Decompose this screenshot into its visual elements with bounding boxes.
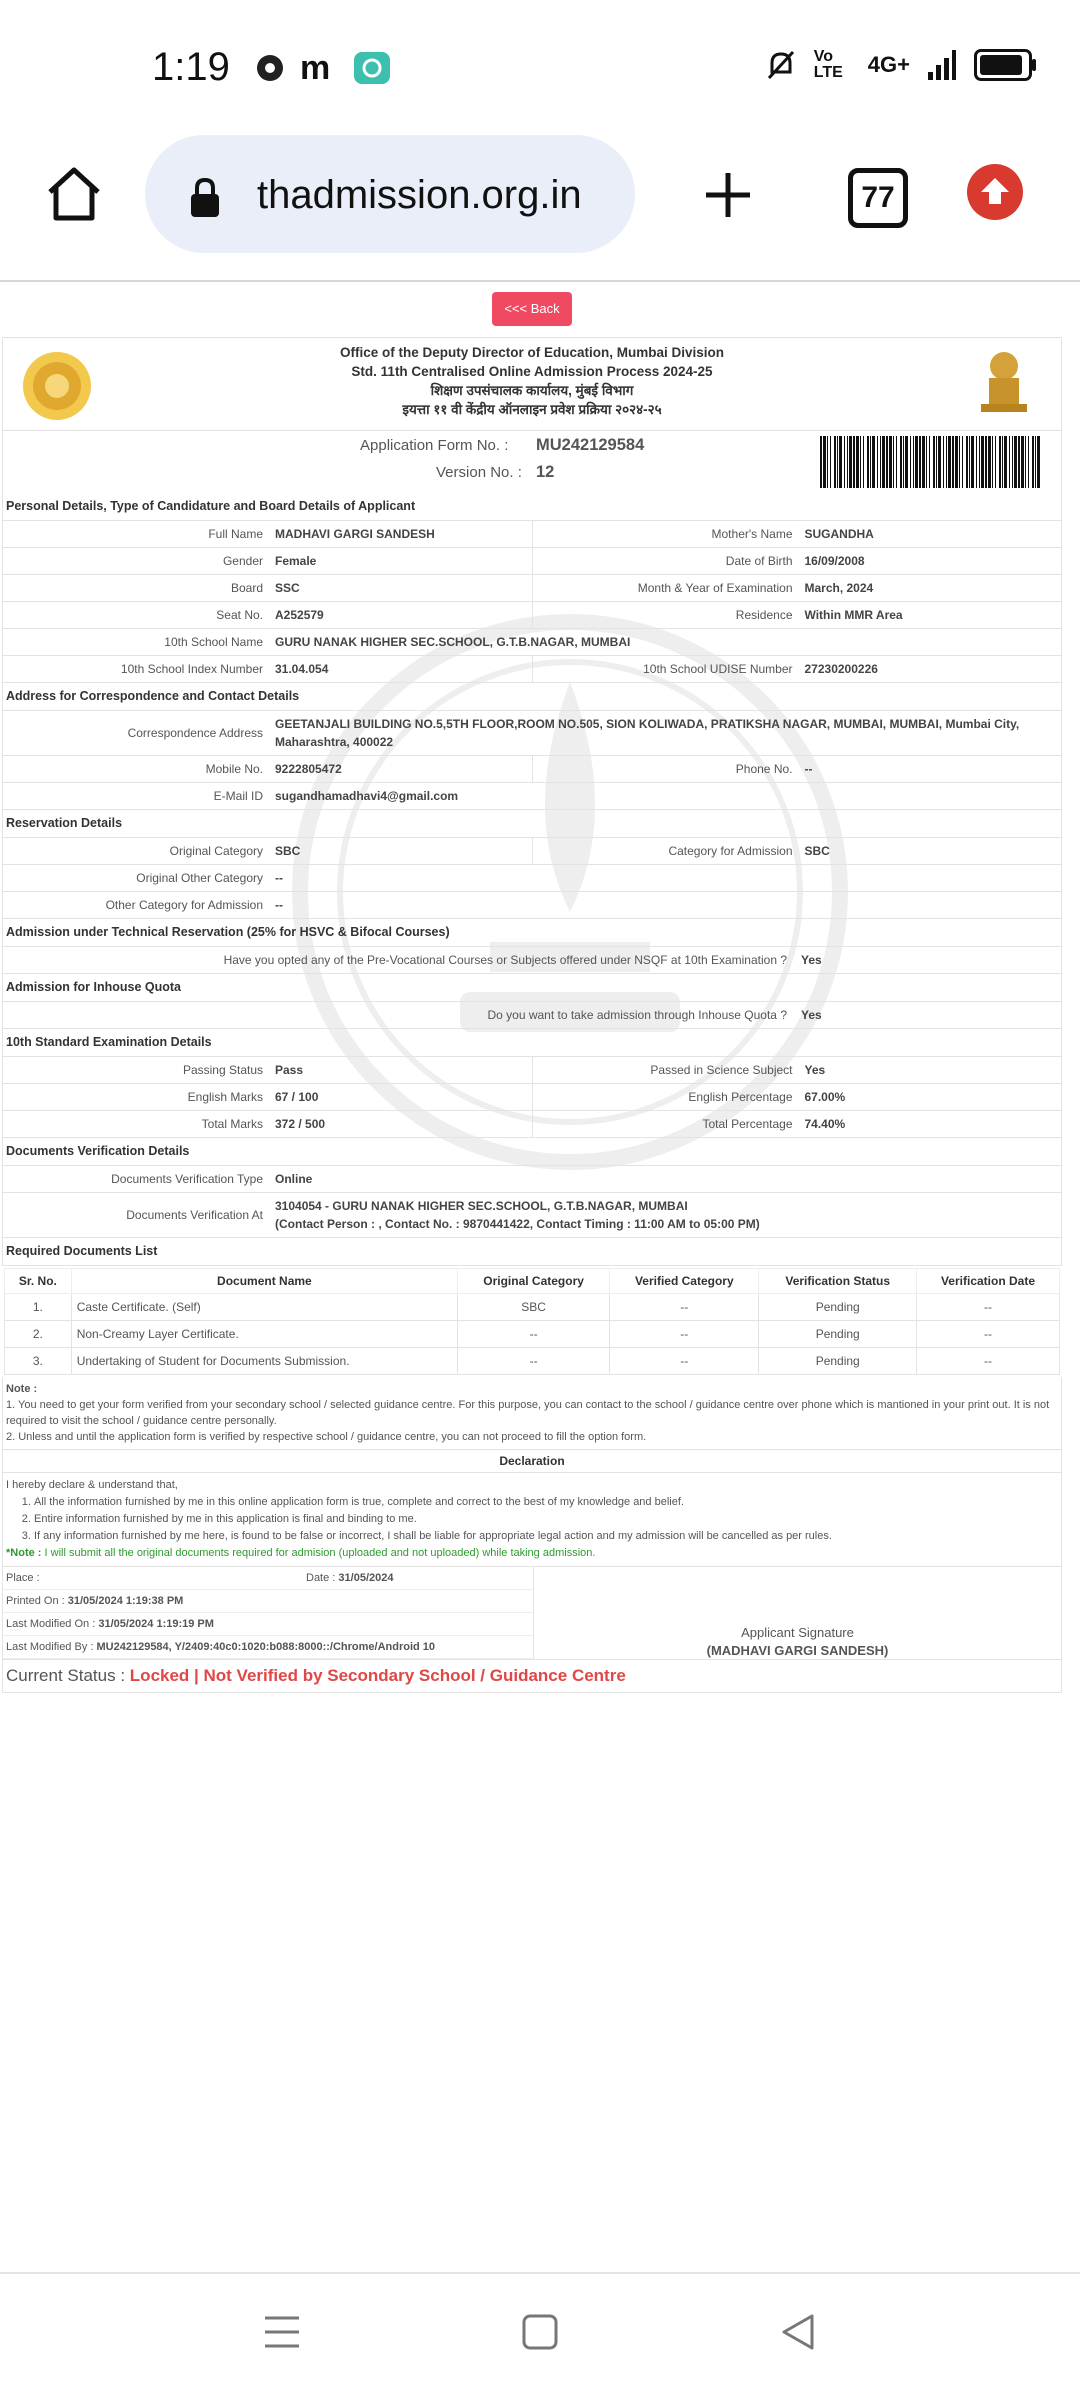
modified-on-row — [3, 1613, 533, 1636]
barcode-bar — [872, 436, 875, 488]
barcode-bar — [922, 436, 925, 488]
field-label: Documents Verification At — [126, 1208, 263, 1222]
header-lines — [3, 343, 1061, 419]
board: SSC — [275, 581, 300, 595]
volte-label: Vo LTE — [813, 48, 843, 81]
header-line: Office of the Deputy Director of Education, Mumbai Division — [339, 345, 725, 360]
declaration-block — [2, 1473, 1062, 1567]
table-row — [5, 1294, 1060, 1321]
table-cell: -- — [916, 1348, 1059, 1375]
barcode-bar — [979, 436, 980, 488]
svg-text:m: m — [300, 52, 331, 84]
table-cell: Pending — [759, 1294, 917, 1321]
field-label: Original Category — [169, 844, 263, 858]
barcode-bar — [837, 436, 838, 488]
total-percentage: 74.40% — [804, 1117, 846, 1131]
full-name: MADHAVI GARGI SANDESH — [275, 527, 435, 541]
field-label: Month & Year of Examination — [637, 581, 793, 595]
table-cell: -- — [458, 1321, 610, 1348]
school-index: 31.04.054 — [275, 662, 329, 676]
field-label: Full Name — [208, 527, 263, 541]
barcode-bar — [823, 436, 826, 488]
signature-block — [534, 1567, 1061, 1659]
barcode-bar — [992, 436, 993, 488]
declaration-intro: I hereby declare & understand that, — [6, 1479, 178, 1491]
m-app-icon — [298, 52, 338, 84]
application-form — [2, 337, 1062, 1693]
barcode-bar — [926, 436, 927, 488]
section-personal: Personal Details, Type of Candidature and Board Details of Applicant — [2, 493, 1062, 521]
version-label: Version No. : — [436, 464, 522, 481]
barcode-bar — [952, 436, 954, 488]
form-footer — [2, 1567, 1062, 1660]
field-label: Other Category for Admission — [105, 898, 263, 912]
field-label: Mother's Name — [711, 527, 793, 541]
printed-row — [3, 1590, 533, 1613]
table-cell: Caste Certificate. (Self) — [71, 1294, 457, 1321]
documents-table — [4, 1268, 1060, 1375]
barcode-bar — [853, 436, 855, 488]
field-label: 10th School UDISE Number — [643, 662, 793, 676]
barcode-bar — [1018, 436, 1020, 488]
column-header: Sr. No. — [5, 1269, 72, 1294]
gender: Female — [275, 554, 317, 568]
table-cell: 1. — [5, 1294, 72, 1321]
original-category: SBC — [275, 844, 301, 858]
table-cell: Pending — [759, 1348, 917, 1375]
place-date-row — [3, 1567, 533, 1590]
table-cell: -- — [458, 1348, 610, 1375]
chrome-notification-icon — [254, 52, 286, 84]
barcode-bar — [1037, 436, 1040, 488]
school-udise: 27230200226 — [804, 662, 878, 676]
school-name: GURU NANAK HIGHER SEC.SCHOOL, G.T.B.NAGAR, MUMBAI — [275, 635, 631, 649]
header-line: Std. 11th Centralised Online Admission Process 2024-25 — [351, 364, 713, 379]
barcode-bar — [959, 436, 960, 488]
new-tab-icon[interactable] — [703, 170, 753, 220]
exam-month: March, 2024 — [804, 581, 874, 595]
section-inhouse: Admission for Inhouse Quota — [2, 974, 1062, 1002]
field-label: Total Marks — [201, 1117, 263, 1131]
barcode-bar — [995, 436, 996, 488]
note-block — [2, 1377, 1062, 1450]
barcode-bar — [863, 436, 864, 488]
signal-icon — [928, 50, 956, 80]
barcode-bar — [971, 436, 974, 488]
science-passed: Yes — [804, 1063, 826, 1077]
barcode-bar — [856, 436, 859, 488]
barcode-bar — [929, 436, 930, 488]
date-value: 31/05/2024 — [338, 1572, 394, 1584]
english-marks: 67 / 100 — [275, 1090, 319, 1104]
declaration-note-label: *Note : — [6, 1547, 42, 1559]
table-cell: -- — [916, 1321, 1059, 1348]
modified-on-value: 31/05/2024 1:19:19 PM — [98, 1618, 214, 1630]
verification-type: Online — [275, 1172, 313, 1186]
nsqf-answer: Yes — [801, 953, 822, 967]
declaration-title: Declaration — [2, 1450, 1062, 1473]
inhouse-question: Do you want to take admission through Inhouse Quota ? — [487, 1008, 787, 1022]
table-cell: -- — [610, 1321, 759, 1348]
current-status — [2, 1660, 1062, 1693]
date-label: Date : — [306, 1572, 336, 1584]
field-label: Board — [230, 581, 263, 595]
verification-at-line1: 3104054 - GURU NANAK HIGHER SEC.SCHOOL, G.T.B.NAGAR, MUMBAI — [275, 1199, 688, 1213]
barcode-bar — [969, 436, 970, 488]
current-status-label: Current Status : — [6, 1666, 126, 1685]
note-line: 1. You need to get your form verified from your secondary school / selected guidance centre. For this purpose, you can contact to the school / guidance centre over phone which is mantioned in your print out. It is not required to visit the school / guidance centre personally. — [6, 1399, 1050, 1427]
version-no: 12 — [536, 463, 555, 481]
barcode-bar — [1002, 436, 1003, 488]
table-cell: 3. — [5, 1348, 72, 1375]
modified-by-value: MU242129584, Y/2409:40c0:1020:b088:8000::/Chrome/Android 10 — [96, 1641, 436, 1653]
nsqf-question: Have you opted any of the Pre-Vocational Courses or Subjects offered under NSQF at 10th Examination ? — [223, 953, 787, 967]
column-header: Original Category — [458, 1269, 610, 1294]
home-icon[interactable] — [44, 164, 104, 224]
barcode-bar — [870, 436, 871, 488]
barcode-bar — [915, 436, 918, 488]
barcode-bar — [903, 436, 904, 488]
field-label: 10th School Index Number — [120, 662, 263, 676]
home-square-icon[interactable] — [520, 2312, 560, 2352]
barcode-bar — [1021, 436, 1024, 488]
barcode-bar — [1014, 436, 1017, 488]
back-button[interactable]: <<< Back — [492, 292, 572, 326]
column-header: Document Name — [71, 1269, 457, 1294]
status-time: 1:19 — [152, 45, 230, 89]
status-bar — [0, 0, 1080, 130]
table-cell: -- — [610, 1348, 759, 1375]
signature-label: Applicant Signature — [741, 1625, 854, 1640]
field-label: Original Other Category — [136, 871, 263, 885]
barcode-bar — [962, 436, 963, 488]
barcode-bar — [1009, 436, 1010, 488]
header-line: इयत्ता ११ वी केंद्रीय ऑनलाइन प्रवेश प्रक्रिया २०२४-२५ — [402, 402, 662, 417]
field-label: Seat No. — [216, 608, 263, 622]
note-line: 2. Unless and until the application form is verified by respective school / guidance centre, you can not proceed to fill the option form. — [6, 1431, 647, 1443]
barcode-bar — [988, 436, 991, 488]
other-admission-category: -- — [275, 898, 283, 912]
barcode-bar — [913, 436, 914, 488]
barcode-bar — [976, 436, 977, 488]
barcode-bar — [896, 436, 897, 488]
declaration-item: 1. All the information furnished by me in this online application form is true, complete and correct to the best of my knowledge and belief. — [34, 1494, 1058, 1511]
table-cell: Pending — [759, 1321, 917, 1348]
barcode-bar — [955, 436, 958, 488]
field-label: Passing Status — [182, 1063, 263, 1077]
barcode-bar — [880, 436, 881, 488]
table-row — [5, 1348, 1060, 1375]
column-header: Verified Category — [610, 1269, 759, 1294]
column-header: Verification Date — [916, 1269, 1059, 1294]
battery-icon — [974, 49, 1032, 81]
field-label: Residence — [735, 608, 793, 622]
barcode-bar — [919, 436, 921, 488]
field-label: Correspondence Address — [127, 726, 263, 740]
system-nav-bar — [0, 2272, 1080, 2402]
footer-left — [3, 1567, 534, 1659]
barcode-bar — [893, 436, 894, 488]
barcode-bar — [830, 436, 831, 488]
form-header — [2, 337, 1062, 431]
original-other-category: -- — [275, 871, 283, 885]
field-label: Phone No. — [735, 762, 793, 776]
declaration-note — [6, 1545, 1058, 1562]
field-label: Passed in Science Subject — [650, 1063, 793, 1077]
barcode-bar — [839, 436, 842, 488]
barcode-bar — [943, 436, 944, 488]
table-header-row — [5, 1269, 1060, 1294]
table-row — [5, 1321, 1060, 1348]
barcode-bar — [1028, 436, 1029, 488]
modified-on-label: Last Modified On : — [6, 1618, 96, 1630]
teal-app-icon — [352, 50, 392, 86]
status-right-icons — [766, 48, 1032, 82]
mute-bell-icon — [766, 48, 796, 82]
mobile-no: 9222805472 — [275, 762, 342, 776]
mother-name: SUGANDHA — [804, 527, 874, 541]
field-label: E-Mail ID — [213, 789, 263, 803]
declaration-note-text: I will submit all the original documents required for admision (uploaded and not uploaded) while taking admission. — [41, 1547, 596, 1559]
barcode-bar — [981, 436, 984, 488]
barcode — [818, 436, 1046, 488]
current-status-value: Locked | Not Verified by Secondary School / Guidance Centre — [129, 1666, 626, 1685]
field-label: Total Percentage — [702, 1117, 793, 1131]
correspondence-address: GEETANJALI BUILDING NO.5,5TH FLOOR,ROOM NO.505, SION KOLIWADA, PRATIKSHA NAGAR, MUMBAI, MUMBAI, Mumbai City, Maharashtra, 400022 — [275, 717, 1020, 749]
verification-at-line2: (Contact Person : , Contact No. : 9870441422, Contact Timing : 11:00 AM to 05:00 PM) — [275, 1217, 760, 1231]
barcode-bar — [844, 436, 845, 488]
barcode-bar — [933, 436, 935, 488]
barcode-bar — [910, 436, 911, 488]
field-label: Mobile No. — [205, 762, 263, 776]
back-triangle-icon[interactable] — [778, 2312, 818, 2352]
field-label: Date of Birth — [725, 554, 793, 568]
barcode-bar — [985, 436, 987, 488]
field-label: English Percentage — [688, 1090, 793, 1104]
barcode-bar — [1004, 436, 1007, 488]
barcode-bar — [936, 436, 937, 488]
field-label: Gender — [222, 554, 263, 568]
date-of-birth: 16/09/2008 — [804, 554, 865, 568]
barcode-bar — [946, 436, 947, 488]
section-docver: Documents Verification Details — [2, 1138, 1062, 1166]
table-cell: -- — [916, 1294, 1059, 1321]
barcode-bar — [849, 436, 852, 488]
barcode-bar — [827, 436, 828, 488]
english-percentage: 67.00% — [804, 1090, 846, 1104]
modified-by-label: Last Modified By : — [6, 1641, 94, 1653]
barcode-bar — [882, 436, 885, 488]
table-cell: SBC — [458, 1294, 610, 1321]
residence: Within MMR Area — [804, 608, 903, 622]
app-form-no: MU242129584 — [536, 436, 645, 454]
field-label: Category for Admission — [668, 844, 793, 858]
upgrade-button[interactable] — [967, 164, 1023, 220]
barcode-bar — [1012, 436, 1013, 488]
barcode-bar — [900, 436, 902, 488]
table-cell: -- — [610, 1294, 759, 1321]
application-number-block — [2, 431, 1062, 493]
signature-name: (MADHAVI GARGI SANDESH) — [706, 1643, 889, 1658]
declaration-item: 2. Entire information furnished by me in this application is final and binding to me. — [34, 1511, 1058, 1528]
arrow-up-icon — [967, 164, 1023, 220]
barcode-bar — [877, 436, 878, 488]
note-title: Note : — [6, 1383, 38, 1395]
modified-by-row — [3, 1636, 533, 1659]
inhouse-answer: Yes — [801, 1008, 822, 1022]
barcode-bar — [1032, 436, 1034, 488]
barcode-bar — [867, 436, 869, 488]
field-label: 10th School Name — [164, 635, 263, 649]
barcode-bar — [1025, 436, 1026, 488]
barcode-bar — [966, 436, 968, 488]
app-form-no-label: Application Form No. : — [360, 437, 509, 454]
header-line: शिक्षण उपसंचालक कार्यालय, मुंबई विभाग — [430, 383, 634, 398]
section-technical: Admission under Technical Reservation (25% for HSVC & Bifocal Courses) — [2, 919, 1062, 947]
printed-label: Printed On : — [6, 1595, 65, 1607]
barcode-bar — [860, 436, 861, 488]
section-reservation: Reservation Details — [2, 810, 1062, 838]
passing-status: Pass — [275, 1063, 304, 1077]
barcode-bar — [886, 436, 888, 488]
field-label: Documents Verification Type — [111, 1172, 263, 1186]
section-exam: 10th Standard Examination Details — [2, 1029, 1062, 1057]
table-cell: Undertaking of Student for Documents Submission. — [71, 1348, 457, 1375]
tab-switcher-button[interactable]: 77 — [848, 168, 908, 228]
email: sugandhamadhavi4@gmail.com — [275, 789, 459, 803]
barcode-bar — [905, 436, 908, 488]
barcode-bar — [820, 436, 822, 488]
network-label: 4G+ — [867, 52, 910, 77]
printed-value: 31/05/2024 1:19:38 PM — [67, 1595, 184, 1607]
section-address: Address for Correspondence and Contact Details — [2, 683, 1062, 711]
india-emblem — [969, 344, 1039, 424]
barcode-bar — [889, 436, 892, 488]
lock-icon — [187, 177, 223, 219]
table-cell: 2. — [5, 1321, 72, 1348]
table-cell: Non-Creamy Layer Certificate. — [71, 1321, 457, 1348]
barcode-bar — [834, 436, 836, 488]
address-bar[interactable] — [145, 135, 635, 253]
verification-at — [269, 1197, 1061, 1233]
url-text: thadmission.org.in — [257, 173, 582, 217]
place-label: Place : — [6, 1572, 40, 1584]
web-page — [0, 282, 1080, 2272]
barcode-bar — [847, 436, 848, 488]
admission-category: SBC — [804, 844, 830, 858]
barcode-bar — [938, 436, 941, 488]
menu-icon[interactable] — [262, 2312, 302, 2352]
barcode-bar — [999, 436, 1001, 488]
barcode-bar — [948, 436, 951, 488]
phone-no: -- — [804, 762, 813, 776]
browser-toolbar — [0, 130, 1080, 280]
barcode-bar — [1035, 436, 1036, 488]
field-label: English Marks — [187, 1090, 263, 1104]
section-reqdocs: Required Documents List — [2, 1238, 1062, 1266]
seat-no: A252579 — [275, 608, 324, 622]
total-marks: 372 / 500 — [275, 1117, 326, 1131]
declaration-item: 3. If any information furnished by me here, is found to be false or incorrect, I shall be liable for appropriate legal action and my admission will be cancelled as per rules. — [34, 1528, 1058, 1545]
column-header: Verification Status — [759, 1269, 917, 1294]
